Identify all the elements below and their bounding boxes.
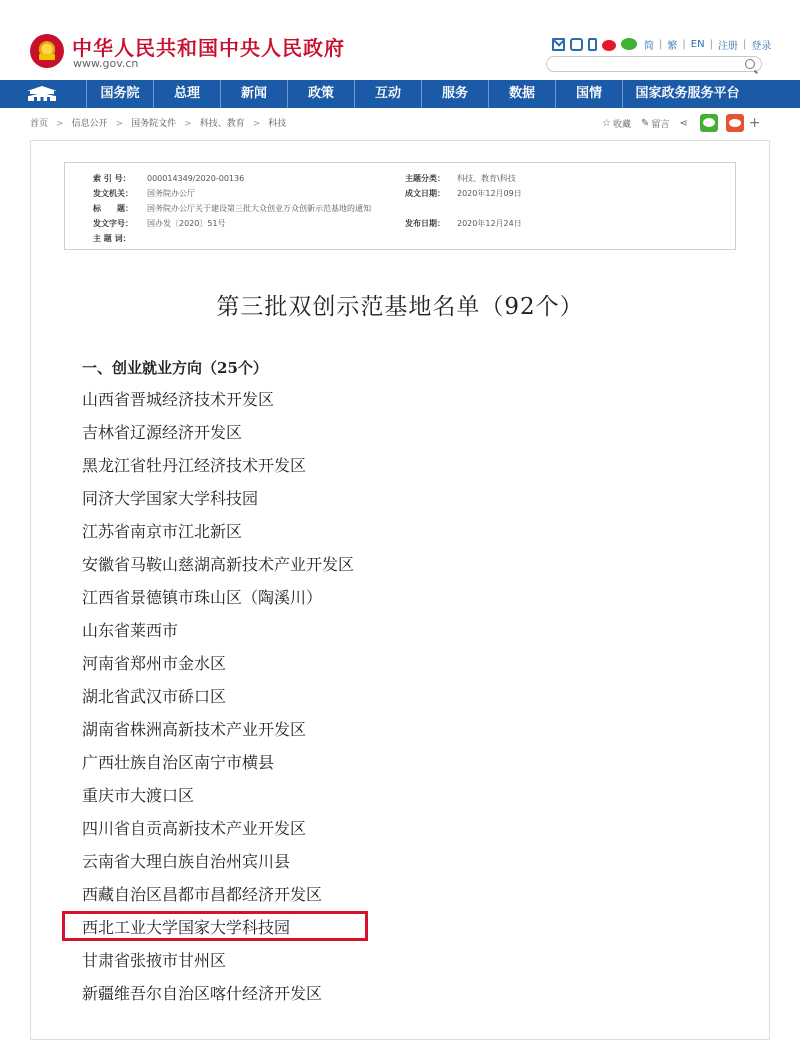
document-title: 第三批双创示范基地名单（92个）	[216, 294, 584, 320]
nav-item-premier[interactable]: 总理	[153, 80, 220, 108]
breadcrumb-science[interactable]: 科技	[268, 119, 287, 129]
meta-keywords-label: 主 题 词：	[93, 234, 131, 243]
breadcrumb-sci-edu[interactable]: 科技、教育	[199, 119, 245, 129]
list-item: 甘肃省张掖市甘州区	[82, 951, 227, 970]
list-item: 山西省晋城经济技术开发区	[82, 390, 275, 409]
more-share-icon[interactable]: +	[748, 115, 761, 131]
meta-category-label: 主题分类：	[405, 174, 445, 183]
search-input[interactable]	[546, 56, 762, 72]
list-item: 云南省大理白族自治州宾川县	[82, 852, 291, 871]
tiananmen-icon	[25, 85, 59, 103]
star-icon: ☆	[602, 117, 611, 129]
link-login[interactable]: 登录	[751, 40, 772, 52]
search-icon[interactable]	[745, 59, 755, 69]
meta-title-value: 国务院办公厅关于建设第三批大众创业万众创新示范基地的通知	[147, 204, 371, 213]
site-header	[0, 0, 800, 80]
breadcrumb-home[interactable]: 首页	[30, 119, 49, 129]
list-item: 河南省郑州市金水区	[82, 654, 227, 673]
mail-icon[interactable]	[552, 38, 565, 51]
comment-button[interactable]: ✎ 留言	[640, 117, 670, 130]
page-tools	[602, 114, 761, 132]
nav-item-service-platform[interactable]: 国家政务服务平台	[622, 80, 752, 108]
list-item: 四川省自贡高新技术产业开发区	[82, 819, 307, 838]
list-item: 湖北省武汉市硚口区	[82, 687, 227, 706]
share-icon: ⋖	[679, 117, 688, 129]
list-item: 重庆市大渡口区	[82, 786, 195, 805]
meta-published-label: 发布日期：	[405, 219, 445, 228]
link-register[interactable]: 注册	[717, 40, 738, 52]
collect-button[interactable]: ☆ 收藏	[602, 117, 631, 130]
app-icon[interactable]	[570, 38, 583, 51]
breadcrumb-state-council-docs[interactable]: 国务院文件	[131, 119, 177, 129]
meta-title-label: 标 题：	[93, 204, 133, 213]
breadcrumb: 首页 > 信息公开 > 国务院文件 > 科技、教育 > 科技	[30, 119, 287, 129]
list-item: 广西壮族自治区南宁市横县	[82, 753, 275, 772]
nav-item-service[interactable]: 服务	[421, 80, 488, 108]
mobile-icon[interactable]	[588, 38, 597, 51]
link-english[interactable]: EN	[690, 38, 705, 50]
list-item: 安徽省马鞍山慈湖高新技术产业开发区	[82, 555, 355, 574]
meta-created-label: 成文日期：	[405, 189, 445, 198]
nav-item-news[interactable]: 新闻	[220, 80, 287, 108]
meta-index-value: 000014349/2020-00136	[147, 174, 245, 183]
meta-issuer-label: 发文机关：	[93, 189, 133, 198]
meta-created-value: 2020年12月09日	[457, 189, 522, 198]
highlight-box	[62, 911, 368, 941]
meta-issuer-value: 国务院办公厅	[147, 189, 195, 198]
list-item: 新疆维吾尔自治区喀什经济开发区	[82, 984, 323, 1003]
meta-docno-label: 发文字号：	[93, 219, 133, 228]
nav-items	[86, 80, 752, 108]
site-title[interactable]: 中华人民共和国中央人民政府	[72, 36, 345, 60]
nav-item-data[interactable]: 数据	[488, 80, 555, 108]
nav-item-interaction[interactable]: 互动	[354, 80, 421, 108]
meta-category-value: 科技、教育\科技	[457, 174, 516, 183]
link-simplified[interactable]: 简	[644, 40, 654, 52]
nav-item-policy[interactable]: 政策	[287, 80, 354, 108]
nav-home[interactable]	[0, 80, 78, 108]
breadcrumb-info-disclosure[interactable]: 信息公开	[71, 119, 108, 129]
nav-item-national-info[interactable]: 国情	[555, 80, 622, 108]
main-nav	[0, 80, 800, 108]
list-item: 江苏省南京市江北新区	[82, 522, 243, 541]
list-item: 西藏自治区昌都市昌都经济开发区	[82, 885, 323, 904]
share-wechat-icon[interactable]	[700, 114, 718, 132]
meta-published-value: 2020年12月24日	[457, 219, 522, 228]
nav-item-state-council[interactable]: 国务院	[86, 80, 153, 108]
pencil-icon: ✎	[640, 117, 650, 129]
weibo-icon[interactable]	[602, 40, 616, 51]
document-metadata	[64, 162, 736, 250]
share-button[interactable]	[679, 118, 689, 129]
meta-docno-value: 国办发〔2020〕51号	[147, 219, 226, 228]
list-item: 山东省莱西市	[82, 621, 179, 640]
meta-index-label: 索 引 号：	[93, 174, 131, 183]
share-weibo-icon[interactable]	[726, 114, 744, 132]
top-links: 简 | 繁 | EN | 注册 | 登录	[552, 35, 773, 53]
list-item: 吉林省辽源经济开发区	[82, 423, 243, 442]
list-item-highlighted: 西北工业大学国家大学科技园	[82, 918, 291, 937]
list-item: 同济大学国家大学科技园	[82, 489, 259, 508]
list-item: 湖南省株洲高新技术产业开发区	[82, 720, 307, 739]
list-item: 黑龙江省牡丹江经济技术开发区	[82, 456, 307, 475]
national-emblem-icon[interactable]	[30, 34, 64, 68]
breadcrumb-row	[0, 108, 800, 138]
section-title: 一、创业就业方向（25个）	[82, 359, 268, 377]
link-traditional[interactable]: 繁	[667, 40, 678, 52]
site-domain: www.gov.cn	[73, 57, 139, 70]
list-item: 江西省景德镇市珠山区（陶溪川）	[82, 588, 323, 607]
wechat-icon[interactable]	[621, 38, 637, 50]
